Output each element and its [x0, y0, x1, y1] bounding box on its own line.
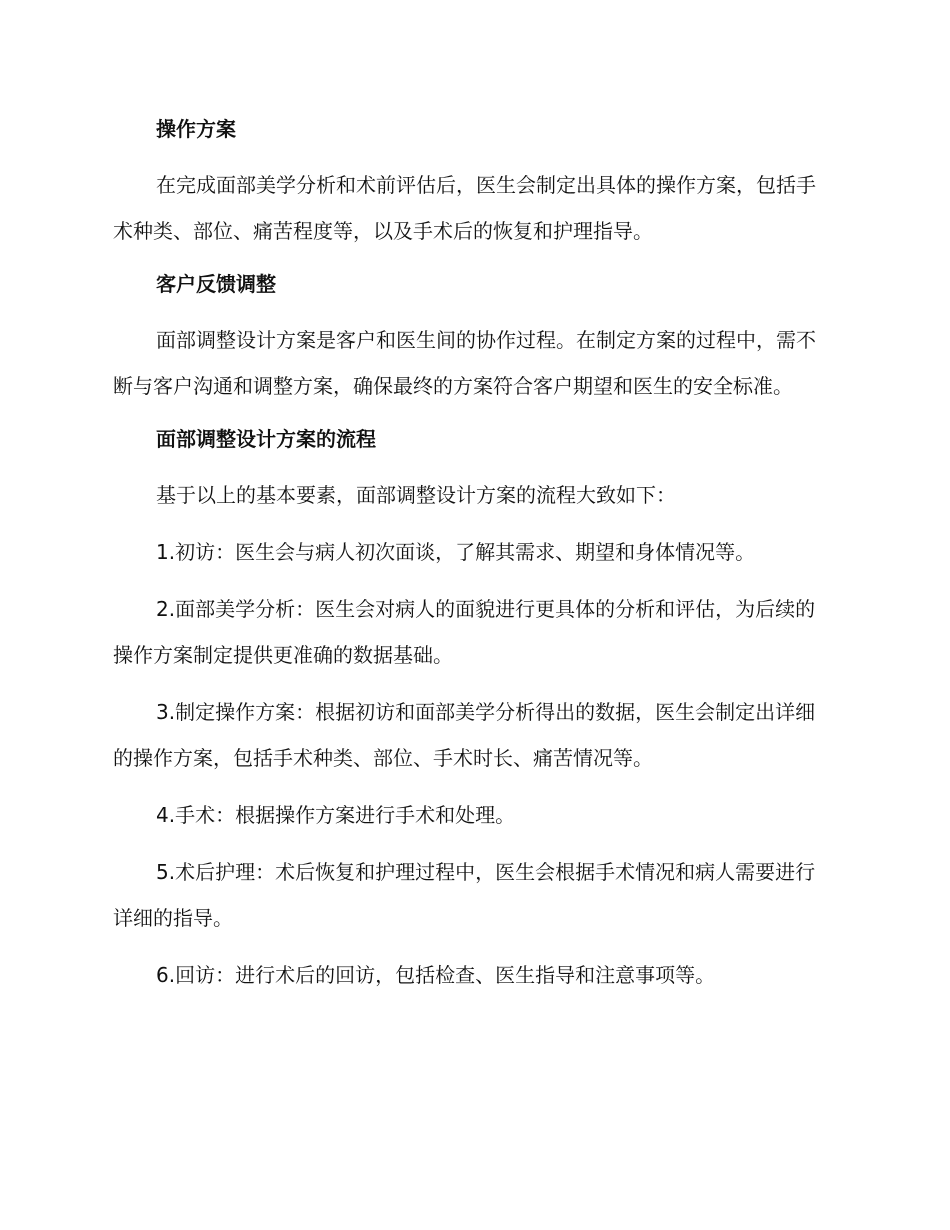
process-step-5: 5.术后护理：术后恢复和护理过程中，医生会根据手术情况和病人需要进行详细的指导。 — [113, 860, 816, 930]
process-step-1: 1.初访：医生会与病人初次面谈，了解其需求、期望和身体情况等。 — [156, 540, 756, 564]
client-feedback-paragraph: 面部调整设计方案是客户和医生间的协作过程。在制定方案的过程中，需不断与客户沟通和调整方案，确保最终的方案符合客户期望和医生的安全标准。 — [113, 328, 816, 398]
process-step-4: 4.手术：根据操作方案进行手术和处理。 — [156, 803, 516, 827]
section-heading-process: 面部调整设计方案的流程 — [156, 427, 376, 451]
process-step-3: 3.制定操作方案：根据初访和面部美学分析得出的数据，医生会制定出详细的操作方案，包括手术种类、部位、手术时长、痛苦情况等。 — [113, 700, 816, 770]
process-intro-paragraph: 基于以上的基本要素，面部调整设计方案的流程大致如下： — [156, 483, 676, 507]
operation-plan-paragraph: 在完成面部美学分析和术前评估后，医生会制定出具体的操作方案，包括手术种类、部位、痛苦程度等，以及手术后的恢复和护理指导。 — [113, 173, 816, 243]
process-step-2: 2.面部美学分析：医生会对病人的面貌进行更具体的分析和评估，为后续的操作方案制定提供更准确的数据基础。 — [113, 597, 816, 667]
section-heading-operation-plan: 操作方案 — [156, 117, 236, 141]
section-heading-client-feedback: 客户反馈调整 — [156, 272, 276, 296]
document-body — [113, 110, 833, 1009]
process-step-6: 6.回访：进行术后的回访，包括检查、医生指导和注意事项等。 — [156, 963, 716, 987]
